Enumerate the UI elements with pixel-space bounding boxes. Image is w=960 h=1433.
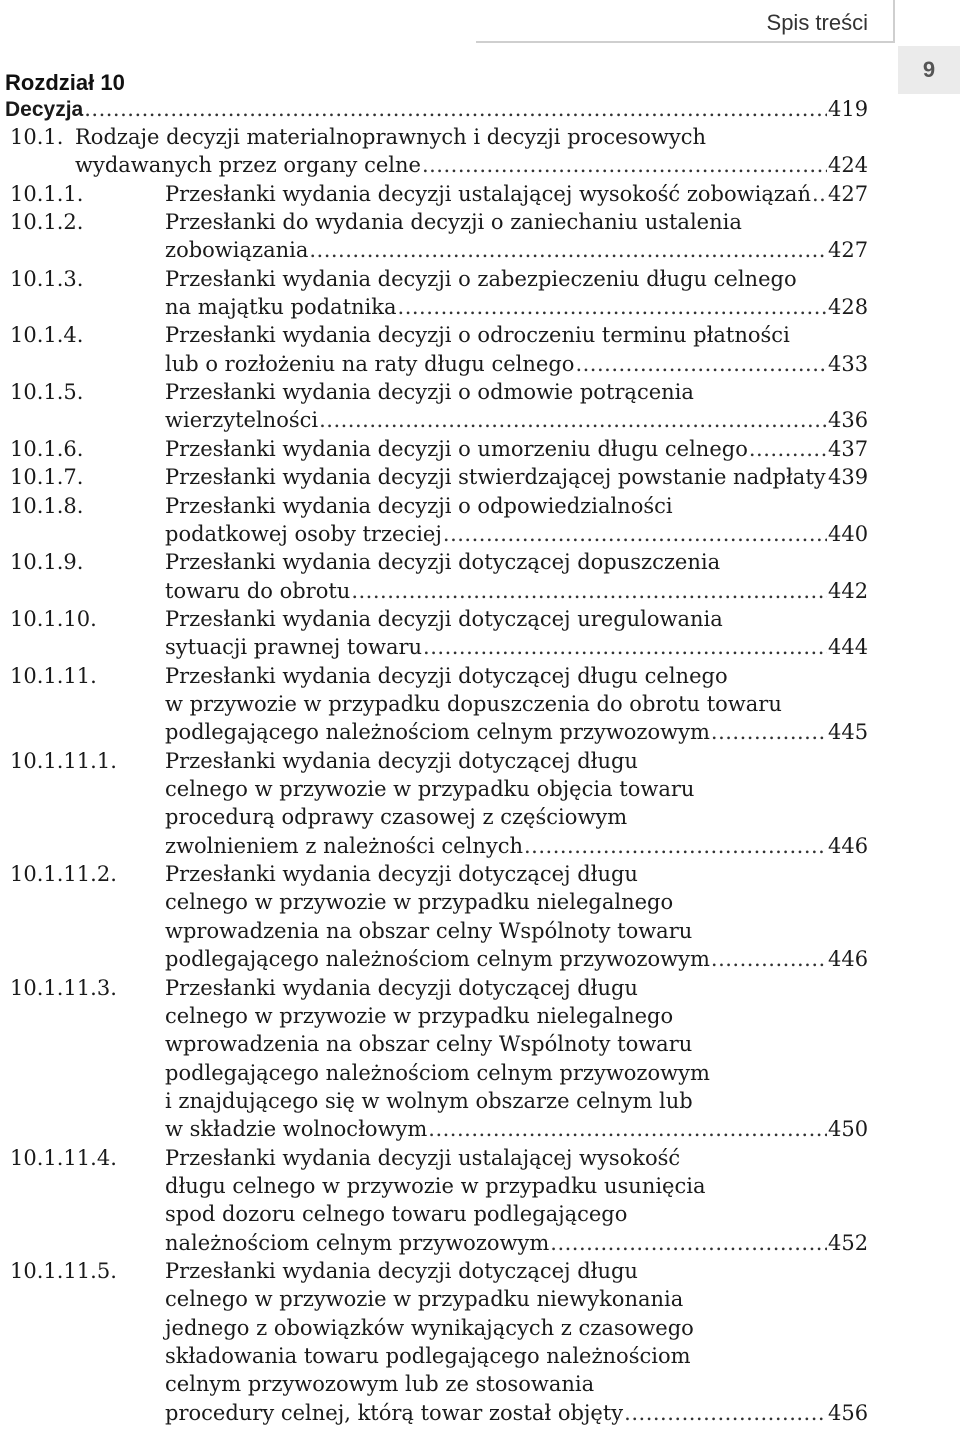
toc-entry-line xyxy=(165,321,868,349)
toc-entry-number: 10.1.2. xyxy=(10,210,84,235)
leader-dots xyxy=(319,406,827,434)
toc-entry-line xyxy=(165,917,868,945)
chapter-label: Rozdział 10 xyxy=(5,70,125,95)
toc-page-number: 439 xyxy=(828,465,869,490)
toc-page-number: 452 xyxy=(828,1230,869,1255)
toc-entry-line xyxy=(165,718,868,746)
toc-entry-number: 10.1.5. xyxy=(10,380,84,405)
toc-entry-line xyxy=(165,888,868,916)
toc-entry-line xyxy=(165,293,868,321)
toc-line-text: Przesłanki wydania decyzji dotyczącej długu xyxy=(165,975,638,1000)
toc-entry-line xyxy=(165,690,868,718)
toc-entry-line xyxy=(165,492,868,520)
toc-entry-line xyxy=(165,378,868,406)
toc-line-text: długu celnego w przywozie w przypadku usunięcia xyxy=(165,1173,706,1198)
toc-entry-line xyxy=(165,548,868,576)
toc-entry-line xyxy=(165,747,868,775)
toc-line-text: należnościom celnym przywozowym xyxy=(165,1230,550,1255)
toc-entry-number: 10.1.11.4. xyxy=(10,1145,117,1170)
toc-entry-number: 10.1.11. xyxy=(10,663,97,688)
toc-entry-number: 10.1.3. xyxy=(10,266,84,291)
toc-line-text: Przesłanki wydania decyzji stwierdzającej powstanie nadpłaty xyxy=(165,465,826,490)
leader-dots xyxy=(624,1399,827,1427)
toc-entry-title xyxy=(165,378,868,435)
toc-line-text: zobowiązania xyxy=(165,238,309,263)
toc-entry-line xyxy=(165,1144,868,1172)
toc-entry-line xyxy=(165,633,868,661)
toc-entry-line xyxy=(165,1172,868,1200)
toc-page-number: 437 xyxy=(828,436,869,461)
leader-dots xyxy=(351,577,827,605)
toc-page-number: 450 xyxy=(828,1117,869,1142)
toc-line-text: podlegającego należnościom celnym przywozowym xyxy=(165,1060,710,1085)
toc-entry-line xyxy=(165,577,868,605)
chapter-title: Decyzja xyxy=(5,98,84,121)
toc-entry-title xyxy=(165,548,868,605)
toc-line-text: Rodzaje decyzji materialnoprawnych i decyzji procesowych xyxy=(75,125,707,149)
header-rule xyxy=(476,41,894,43)
toc-page-number: 424 xyxy=(828,153,869,178)
toc-entry-number: 10.1.4. xyxy=(10,323,84,348)
toc-line-text: zwolnieniem z należności celnych xyxy=(165,833,523,858)
toc-entry-line xyxy=(165,1002,868,1030)
leader-dots xyxy=(812,180,827,208)
leader-dots xyxy=(84,95,827,123)
toc-entry-title xyxy=(165,492,868,549)
toc-line-text: i znajdującego się w wolnym obszarze celnym lub xyxy=(165,1088,693,1113)
toc-line-text: celnego w przywozie w przypadku niewykonania xyxy=(165,1287,684,1312)
toc-entry-line xyxy=(165,1257,868,1285)
toc-entry-number: 10.1.1. xyxy=(10,181,84,206)
toc-line-text: Przesłanki wydania decyzji dotyczącej długu celnego xyxy=(165,663,728,688)
toc-entry-number: 10.1.7. xyxy=(10,465,84,490)
toc-entry-title xyxy=(165,1257,868,1427)
toc-entry-line xyxy=(165,1087,868,1115)
toc-entry-line xyxy=(165,435,868,463)
toc-entry-line xyxy=(165,1342,868,1370)
toc-page-number: 444 xyxy=(828,635,869,660)
toc-entry-number: 10.1.6. xyxy=(10,436,84,461)
toc-page-number: 440 xyxy=(828,521,869,546)
toc-line-text: Przesłanki wydania decyzji o zabezpieczeniu długu celnego xyxy=(165,266,797,291)
toc-entry-line xyxy=(165,662,868,690)
toc-line-text: sytuacji prawnej towaru xyxy=(165,635,423,660)
toc-line-text: wprowadzenia na obszar celny Wspólnoty towaru xyxy=(165,1032,693,1057)
toc-entry-line xyxy=(165,832,868,860)
toc-entry-number: 10.1.10. xyxy=(10,606,97,631)
toc-entry-line xyxy=(165,1399,868,1427)
toc-entry-line xyxy=(165,1200,868,1228)
toc-entry-line xyxy=(165,945,868,973)
leader-dots xyxy=(575,350,827,378)
toc-entry-line xyxy=(165,1229,868,1257)
toc-entry-title xyxy=(165,180,868,208)
toc-line-text: wydawanych przez organy celne xyxy=(75,153,421,178)
toc-entry-line xyxy=(165,1285,868,1313)
toc-line-text: Przesłanki wydania decyzji ustalającej wysokość zobowiązań xyxy=(165,181,811,206)
toc-entry-number: 10.1.11.1. xyxy=(10,748,117,773)
leader-dots xyxy=(711,945,827,973)
leader-dots xyxy=(309,236,827,264)
toc-line-text: składowania towaru podlegającego należnościom xyxy=(165,1344,691,1369)
toc-line-text: celnym przywozowym lub ze stosowania xyxy=(165,1372,595,1397)
toc-entry-line xyxy=(165,265,868,293)
toc-entry-line xyxy=(165,1115,868,1143)
toc-entry-line xyxy=(165,180,868,208)
toc-entry-line xyxy=(165,974,868,1002)
toc-line-text: Przesłanki wydania decyzji dotyczącej długu xyxy=(165,748,638,773)
toc-line-text: na majątku podatnika xyxy=(165,295,397,320)
toc-entry-title xyxy=(165,605,868,662)
page-number-tab: 9 xyxy=(898,46,960,94)
toc-line-text: podlegającego należnościom celnym przywozowym xyxy=(165,947,710,972)
toc-entry-line xyxy=(165,1059,868,1087)
leader-dots xyxy=(398,293,827,321)
toc-page-number: 427 xyxy=(828,181,869,206)
toc-line-text: celnego w przywozie w przypadku nielegalnego xyxy=(165,1003,674,1028)
toc-line-text: Przesłanki wydania decyzji o odpowiedzialności xyxy=(165,493,673,518)
leader-dots xyxy=(443,520,827,548)
toc-entry-line xyxy=(165,605,868,633)
toc-page-number: 446 xyxy=(828,947,869,972)
toc-entry-line xyxy=(165,406,868,434)
toc-entry-number: 10.1.11.3. xyxy=(10,975,117,1000)
toc-line-text: Przesłanki wydania decyzji o odmowie potrącenia xyxy=(165,380,694,405)
toc-entry-title xyxy=(165,463,868,491)
toc-entry-line xyxy=(165,775,868,803)
toc-line-text: celnego w przywozie w przypadku nielegalnego xyxy=(165,890,674,915)
toc-entry-title xyxy=(165,1144,868,1257)
toc-entry-title xyxy=(165,321,868,378)
toc-line-text: w przywozie w przypadku dopuszczenia do obrotu towaru xyxy=(165,691,782,716)
toc-entry-line xyxy=(165,350,868,378)
toc-page-number: 456 xyxy=(828,1400,869,1425)
toc-line-text: procedury celnej, którą towar został objęty xyxy=(165,1400,624,1425)
toc-entry-title xyxy=(165,860,868,973)
toc-entry-title xyxy=(165,435,868,463)
toc-line-text: podatkowej osoby trzeciej xyxy=(165,521,442,546)
leader-dots xyxy=(422,151,827,179)
toc-entry-number: 10.1.8. xyxy=(10,493,84,518)
toc-entry-title xyxy=(165,208,868,265)
toc-line-text: procedurą odprawy czasowej z częściowym xyxy=(165,805,628,830)
toc-entry-title xyxy=(75,123,868,180)
toc-entry-title xyxy=(165,974,868,1144)
toc-line-text: Przesłanki wydania decyzji dotyczącej długu xyxy=(165,862,638,887)
toc-entry-number: 10.1.11.5. xyxy=(10,1259,117,1283)
toc-entry-line xyxy=(165,236,868,264)
toc-entry-number: 10.1. xyxy=(10,125,64,149)
toc-entry-line xyxy=(165,1030,868,1058)
toc-page-number: 446 xyxy=(828,833,869,858)
header-vertical-rule xyxy=(893,0,895,43)
toc-line-text: jednego z obowiązków wynikających z czasowego xyxy=(165,1315,694,1340)
toc-page-number: 445 xyxy=(828,720,869,745)
toc-line-text: celnego w przywozie w przypadku objęcia towaru xyxy=(165,777,695,802)
toc-line-text: Przesłanki do wydania decyzji o zaniechaniu ustalenia xyxy=(165,210,742,235)
toc-entry-line xyxy=(165,520,868,548)
toc-line-text: Przesłanki wydania decyzji o odroczeniu terminu płatności xyxy=(165,323,790,348)
toc-line-text: Przesłanki wydania decyzji dotyczącej dopuszczenia xyxy=(165,550,721,575)
toc-page-number: 428 xyxy=(828,295,869,320)
toc-page-number: 433 xyxy=(828,351,869,376)
toc-line-text: Przesłanki wydania decyzji o umorzeniu długu celnego xyxy=(165,436,748,461)
toc-line-text: wprowadzenia na obszar celny Wspólnoty towaru xyxy=(165,918,693,943)
toc-entry-title xyxy=(165,747,868,860)
chapter-page: 419 xyxy=(828,97,869,121)
toc-line-text: wierzytelności xyxy=(165,408,319,433)
toc-page-number: 427 xyxy=(828,238,869,263)
toc-entry-line xyxy=(75,151,868,179)
leader-dots xyxy=(550,1229,827,1257)
toc-line-text: lub o rozłożeniu na raty długu celnego xyxy=(165,351,575,376)
toc-entry-title xyxy=(165,662,868,747)
toc-entry-title xyxy=(165,265,868,322)
toc-entry-line xyxy=(165,463,868,491)
leader-dots xyxy=(423,633,827,661)
toc-entry-line xyxy=(75,123,868,151)
leader-dots xyxy=(524,832,827,860)
toc-entry-number: 10.1.11.2. xyxy=(10,862,117,887)
leader-dots xyxy=(428,1115,827,1143)
toc-page-number: 442 xyxy=(828,578,869,603)
toc-entry-line xyxy=(165,208,868,236)
leader-dots xyxy=(749,435,827,463)
toc-entry-line xyxy=(165,1370,868,1398)
toc-line-text: Przesłanki wydania decyzji dotyczącej długu xyxy=(165,1259,638,1283)
toc-line-text: w składzie wolnocłowym xyxy=(165,1117,428,1142)
toc-line-text: Przesłanki wydania decyzji dotyczącej uregulowania xyxy=(165,606,723,631)
toc-entry-line xyxy=(165,803,868,831)
leader-dots xyxy=(711,718,827,746)
toc-entry-line xyxy=(165,1314,868,1342)
toc-line-text: towaru do obrotu xyxy=(165,578,351,603)
toc-line-text: Przesłanki wydania decyzji ustalającej wysokość xyxy=(165,1145,681,1170)
toc-page-number: 436 xyxy=(828,408,869,433)
toc-entry-line xyxy=(165,860,868,888)
toc-entry-number: 10.1.9. xyxy=(10,550,84,575)
toc-line-text: spod dozoru celnego towaru podlegającego xyxy=(165,1202,628,1227)
toc-line-text: podlegającego należnościom celnym przywozowym xyxy=(165,720,710,745)
running-header-title: Spis treści xyxy=(766,10,868,35)
